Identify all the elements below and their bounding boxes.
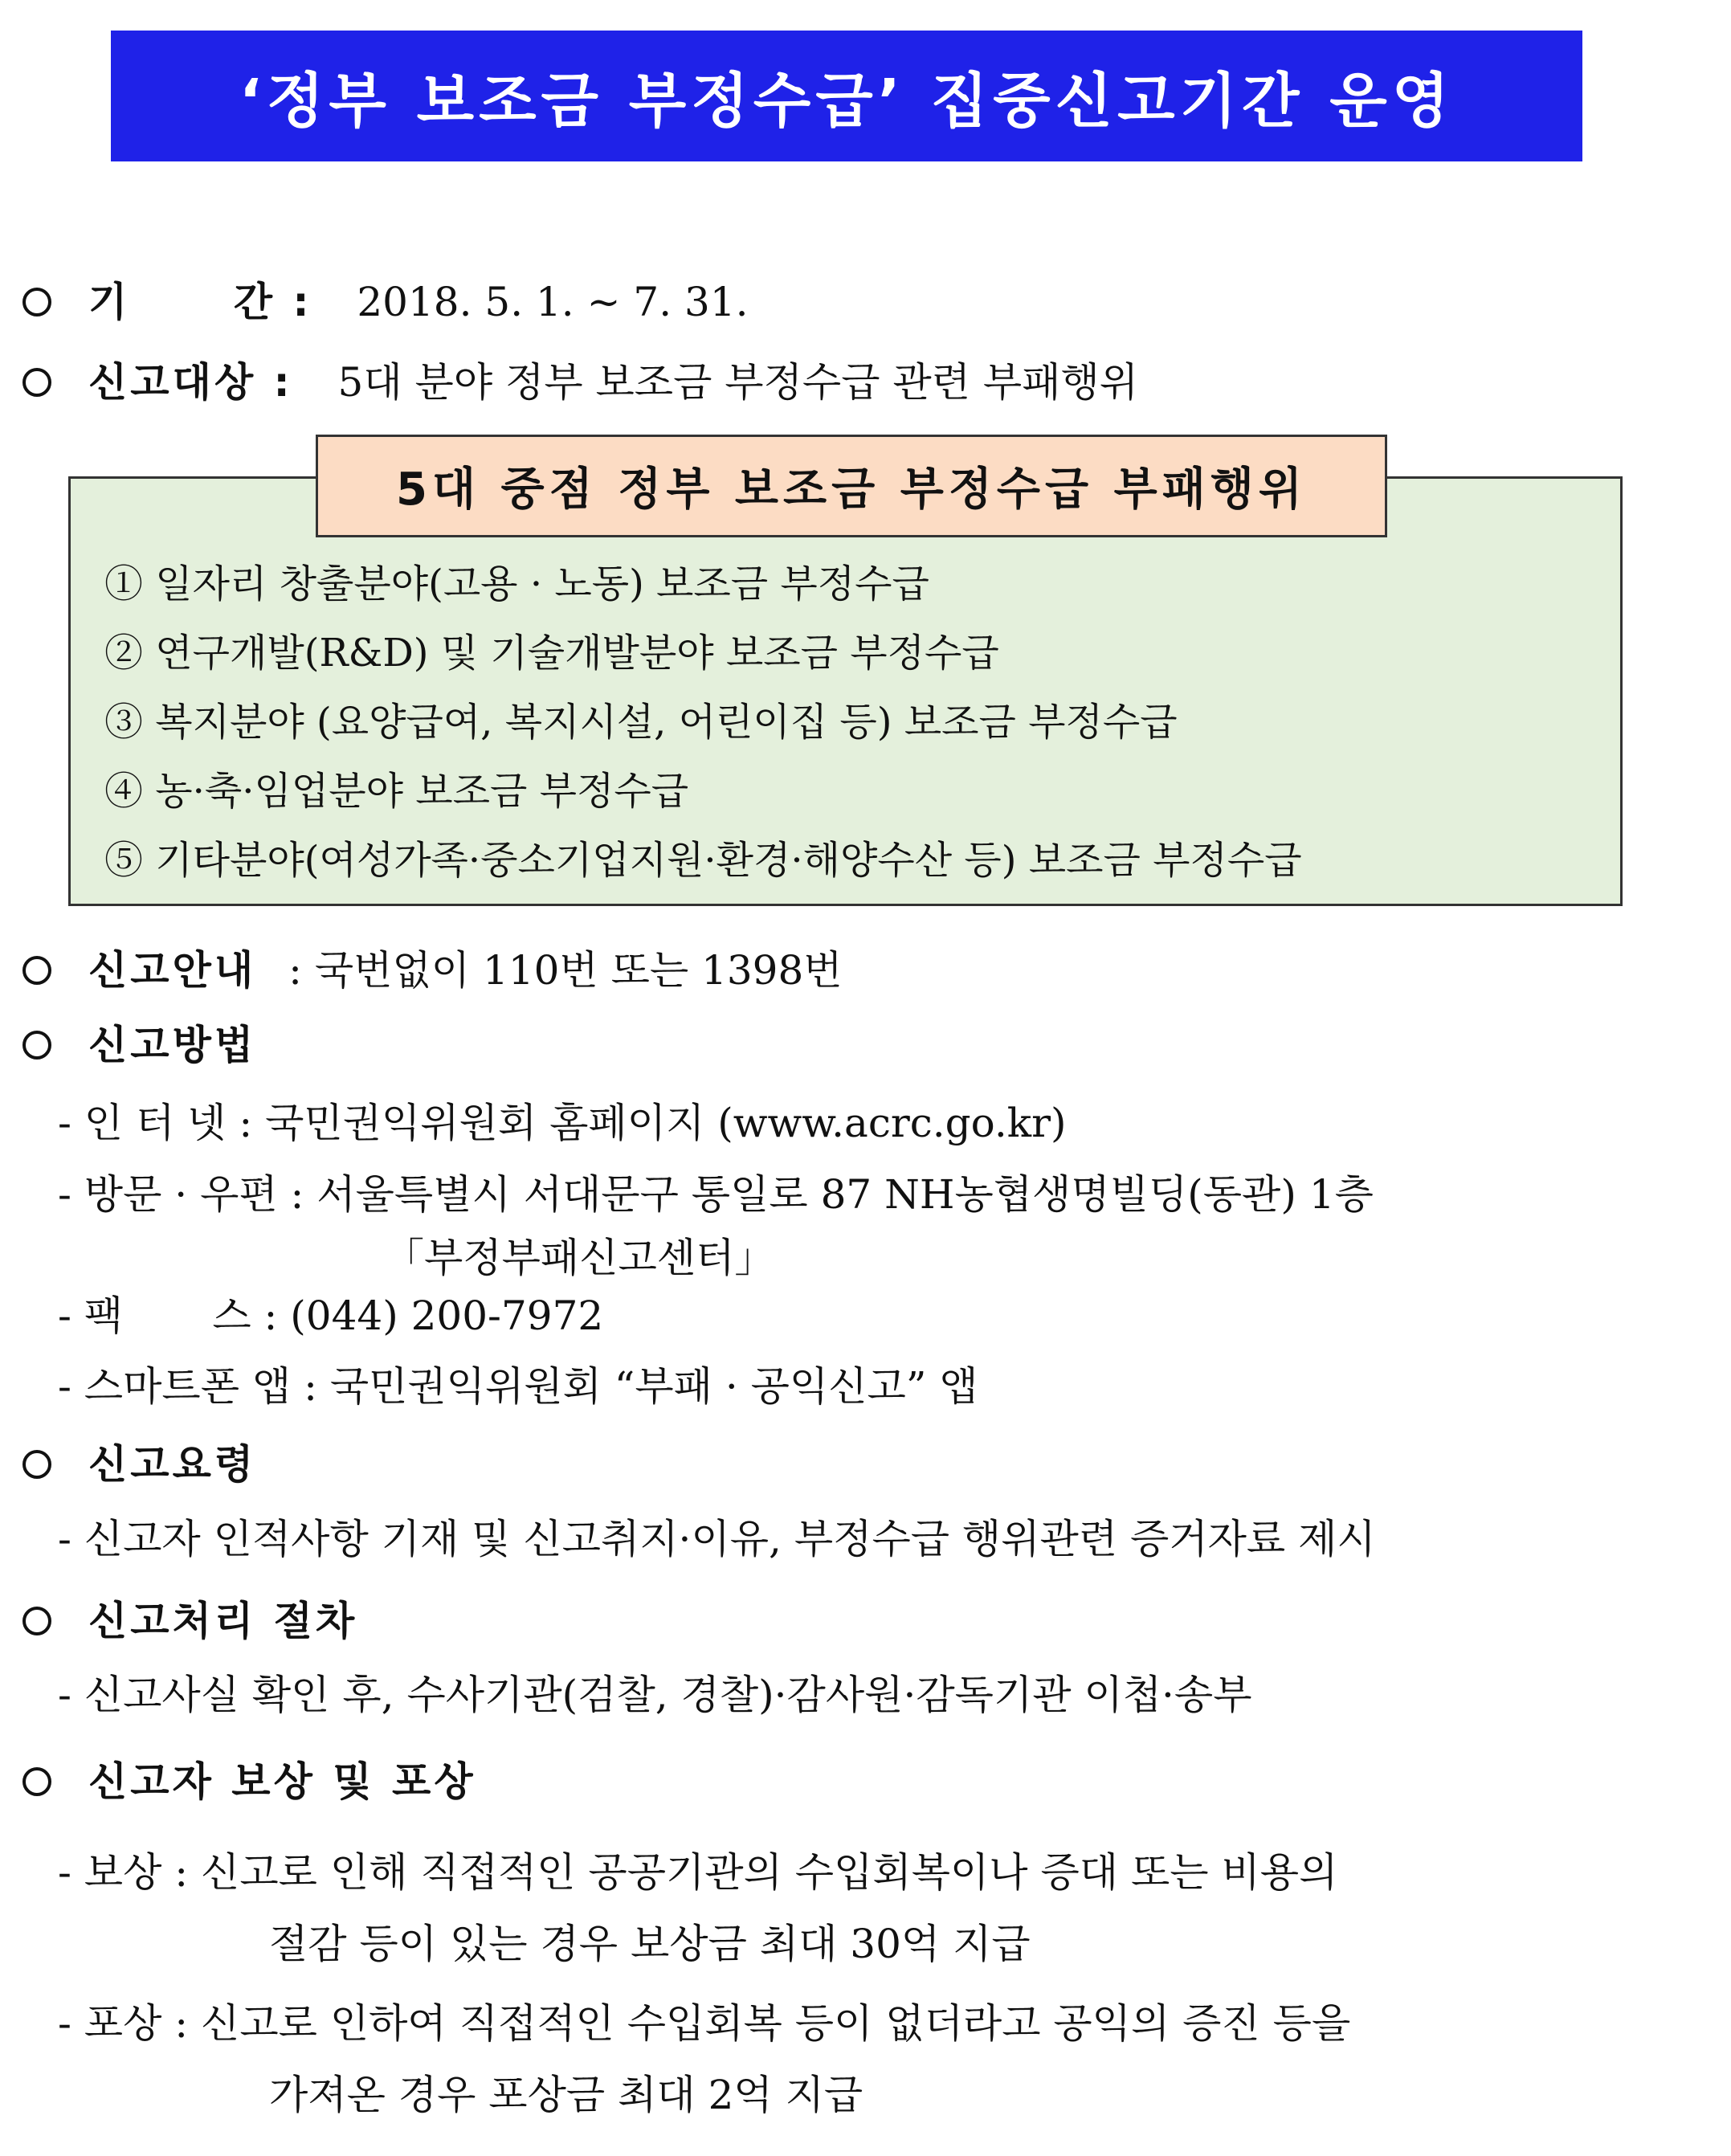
bullet-circle-icon	[22, 1767, 51, 1796]
method-heading	[88, 1019, 256, 1071]
focus-area-item: ③ 복지분야 (요양급여, 복지시설, 어린이집 등) 보조금 부정수급	[104, 700, 1178, 745]
page-title: ‘정부 보조금 부정수급’ 집중신고기간 운영	[239, 66, 1455, 136]
bullet-circle-icon	[22, 956, 51, 985]
target-label: 신고대상 :	[88, 359, 293, 406]
bullet-circle-icon	[22, 1031, 51, 1060]
method-internet: - 인 터 넷 : 국민권익위원회 홈페이지 (www.acrc.go.kr)	[58, 1100, 1067, 1146]
requirements-label: 신고요령	[88, 1441, 257, 1488]
reward-label: 신고자 보상 및 포상	[88, 1758, 476, 1805]
method-visit-continued: 「부정부패신고센터」	[384, 1235, 775, 1281]
process-text: - 신고사실 확인 후, 수사기관(검찰, 경찰)·감사원·감독기관 이첩·송부	[58, 1672, 1252, 1718]
method-app: - 스마트폰 앱 : 국민권익위원회 “부패 · 공익신고” 앱	[58, 1363, 978, 1410]
method-label: 신고방법	[88, 1022, 257, 1068]
bullet-circle-icon	[22, 1607, 51, 1635]
reward-prize-line2: 가져온 경우 포상금 최대 2억 지급	[269, 2072, 863, 2118]
target-value: 5대 분야 정부 보조금 부정수급 관련 부패행위	[337, 359, 1139, 406]
reward-heading	[88, 1756, 476, 1807]
method-visit: - 방문 · 우편 : 서울특별시 서대문구 통일로 87 NH농협생명빌딩(동관) 1층	[58, 1171, 1374, 1218]
focus-area-item: ④ 농·축·임업분야 보조금 부정수급	[104, 769, 689, 814]
requirements-text: - 신고자 인적사항 기재 및 신고취지·이유, 부정수급 행위관련 증거자료 제시	[58, 1516, 1376, 1562]
reward-prize-line1: - 포상 : 신고로 인하여 직접적인 수입회복 등이 없더라고 공익의 증진 등을	[58, 2000, 1351, 2047]
target-row	[88, 357, 1138, 408]
bullet-circle-icon	[22, 1450, 51, 1479]
focus-area-item: ⑤ 기타분야(여성가족·중소기업지원·환경·해양수산 등) 보조금 부정수급	[104, 838, 1302, 883]
reward-compensation-line1: - 보상 : 신고로 인해 직접적인 공공기관의 수입회복이나 증대 또는 비용의	[58, 1849, 1338, 1896]
reward-compensation-line2: 절감 등이 있는 경우 보상금 최대 30억 지급	[269, 1921, 1031, 1967]
guide-label: 신고안내	[88, 947, 257, 994]
period-row	[88, 276, 749, 328]
focus-areas-title-text: 5대 중점 정부 보조금 부정수급 부패행위	[396, 463, 1307, 516]
method-fax: - 팩 스 : (044) 200-7972	[58, 1292, 604, 1339]
focus-areas-box-title	[316, 435, 1387, 537]
process-label: 신고처리 절차	[88, 1598, 358, 1644]
process-heading	[88, 1595, 357, 1647]
title-banner	[111, 31, 1582, 161]
guide-row	[88, 945, 843, 996]
period-label: 기 간 :	[88, 279, 312, 325]
bullet-circle-icon	[22, 368, 51, 397]
bullet-circle-icon	[22, 288, 51, 316]
period-value: 2018. 5. 1. ~ 7. 31.	[357, 279, 749, 325]
focus-area-item: ① 일자리 창출분야(고용 · 노동) 보조금 부정수급	[104, 561, 929, 606]
focus-area-item: ② 연구개발(R&D) 및 기술개발분야 보조금 부정수급	[104, 631, 999, 676]
guide-value: : 국번없이 110번 또는 1398번	[288, 947, 843, 994]
requirements-heading	[88, 1439, 256, 1490]
